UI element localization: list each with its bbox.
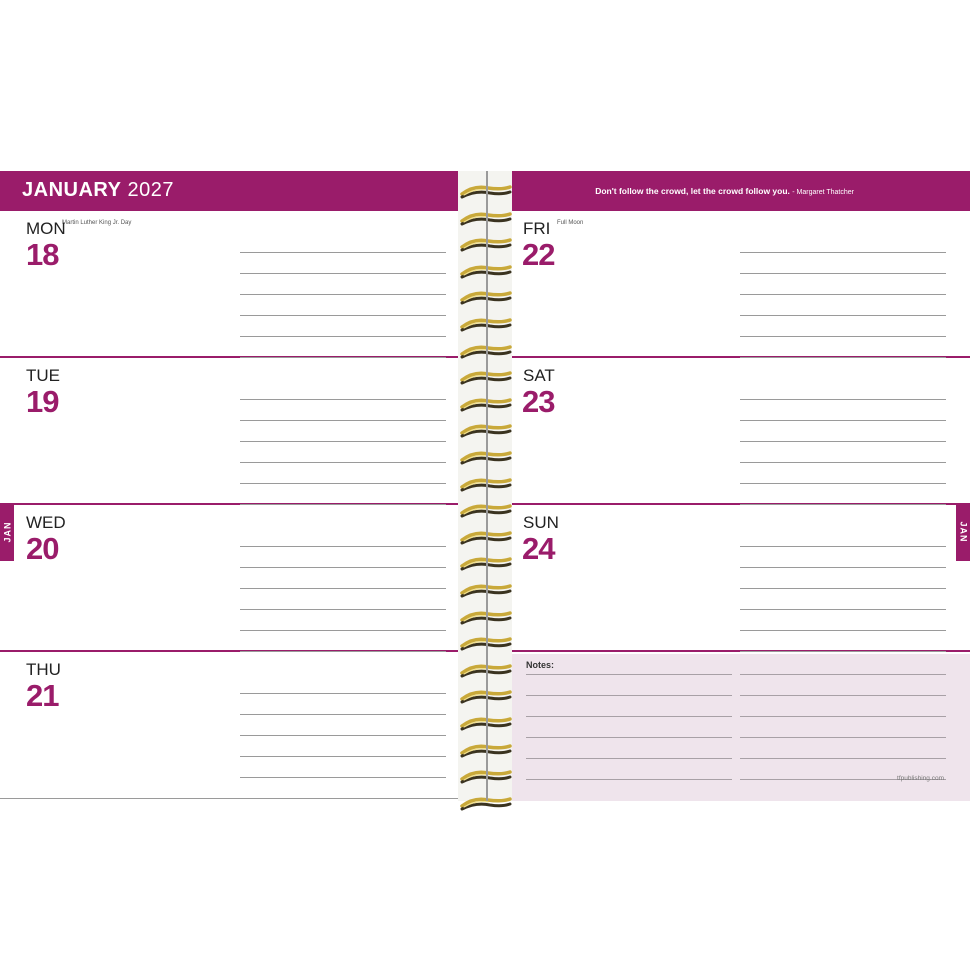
day-name: FRI bbox=[523, 219, 551, 238]
coil-ring bbox=[460, 397, 512, 413]
day-name: MON bbox=[26, 219, 66, 238]
publisher-credit: tfpublishing.com bbox=[897, 775, 944, 782]
coil-ring bbox=[460, 423, 512, 439]
writing-lines[interactable] bbox=[240, 526, 446, 652]
day-note: Full Moon bbox=[557, 220, 584, 226]
day-number: 23 bbox=[522, 384, 555, 419]
month-tab-label: JAN bbox=[958, 521, 969, 543]
day-block-mon bbox=[0, 211, 458, 358]
coil-ring bbox=[460, 477, 512, 493]
coil-ring bbox=[460, 530, 512, 546]
notes-lines-left[interactable] bbox=[526, 654, 732, 780]
coil-ring bbox=[460, 716, 512, 732]
day-name: WED bbox=[26, 513, 66, 532]
writing-lines[interactable] bbox=[240, 673, 446, 799]
coil-ring bbox=[460, 290, 512, 306]
coil-ring bbox=[460, 796, 512, 812]
day-block-fri bbox=[512, 211, 970, 358]
coil-ring bbox=[460, 610, 512, 626]
quote bbox=[595, 186, 854, 196]
notes-area[interactable] bbox=[512, 654, 970, 801]
header-bar-left bbox=[0, 171, 458, 211]
day-number: 20 bbox=[26, 531, 59, 566]
coil-ring bbox=[460, 663, 512, 679]
coil-ring bbox=[460, 636, 512, 652]
right-page bbox=[512, 211, 970, 801]
writing-lines[interactable] bbox=[740, 379, 946, 505]
day-number: 19 bbox=[26, 384, 59, 419]
day-block-thu bbox=[0, 652, 458, 799]
day-name: TUE bbox=[26, 366, 60, 385]
month-name: JANUARY bbox=[22, 179, 122, 201]
day-block-sun bbox=[512, 505, 970, 652]
header-bar-right bbox=[512, 171, 970, 211]
coil-ring bbox=[460, 237, 512, 253]
coil-ring bbox=[460, 344, 512, 360]
coil-ring bbox=[460, 264, 512, 280]
coil-ring bbox=[460, 689, 512, 705]
coil-ring bbox=[460, 370, 512, 386]
day-number: 21 bbox=[26, 678, 59, 713]
writing-lines[interactable] bbox=[740, 232, 946, 358]
coil-ring bbox=[460, 317, 512, 333]
day-name: THU bbox=[26, 660, 61, 679]
writing-lines[interactable] bbox=[240, 232, 446, 358]
day-number: 18 bbox=[26, 237, 59, 272]
coil-ring bbox=[460, 769, 512, 785]
day-number: 22 bbox=[522, 237, 555, 272]
day-name: SUN bbox=[523, 513, 559, 532]
day-number: 24 bbox=[522, 531, 555, 566]
year: 2027 bbox=[127, 179, 174, 201]
day-block-tue bbox=[0, 358, 458, 505]
month-title bbox=[22, 179, 174, 202]
coil-ring bbox=[460, 211, 512, 227]
day-name: SAT bbox=[523, 366, 555, 385]
quote-author: - Margaret Thatcher bbox=[792, 189, 854, 196]
day-block-wed bbox=[0, 505, 458, 652]
notes-label: Notes: bbox=[526, 660, 555, 670]
month-tab-left[interactable] bbox=[0, 503, 14, 561]
coil-ring bbox=[460, 743, 512, 759]
coil-ring bbox=[460, 556, 512, 572]
day-note: Martin Luther King Jr. Day bbox=[62, 220, 132, 226]
weekly-planner-spread bbox=[0, 171, 970, 801]
coil-ring bbox=[460, 184, 512, 200]
spiral-binding bbox=[458, 171, 512, 801]
writing-lines[interactable] bbox=[240, 379, 446, 505]
month-tab-label: JAN bbox=[2, 521, 13, 543]
notes-lines-right[interactable] bbox=[740, 654, 946, 780]
coil-ring bbox=[460, 583, 512, 599]
writing-lines[interactable] bbox=[740, 526, 946, 652]
coil-ring bbox=[460, 503, 512, 519]
quote-text: Don't follow the crowd, let the crowd follow you. bbox=[595, 186, 790, 196]
coil-ring bbox=[460, 450, 512, 466]
day-block-sat bbox=[512, 358, 970, 505]
month-tab-right[interactable] bbox=[956, 503, 970, 561]
left-page bbox=[0, 211, 458, 801]
